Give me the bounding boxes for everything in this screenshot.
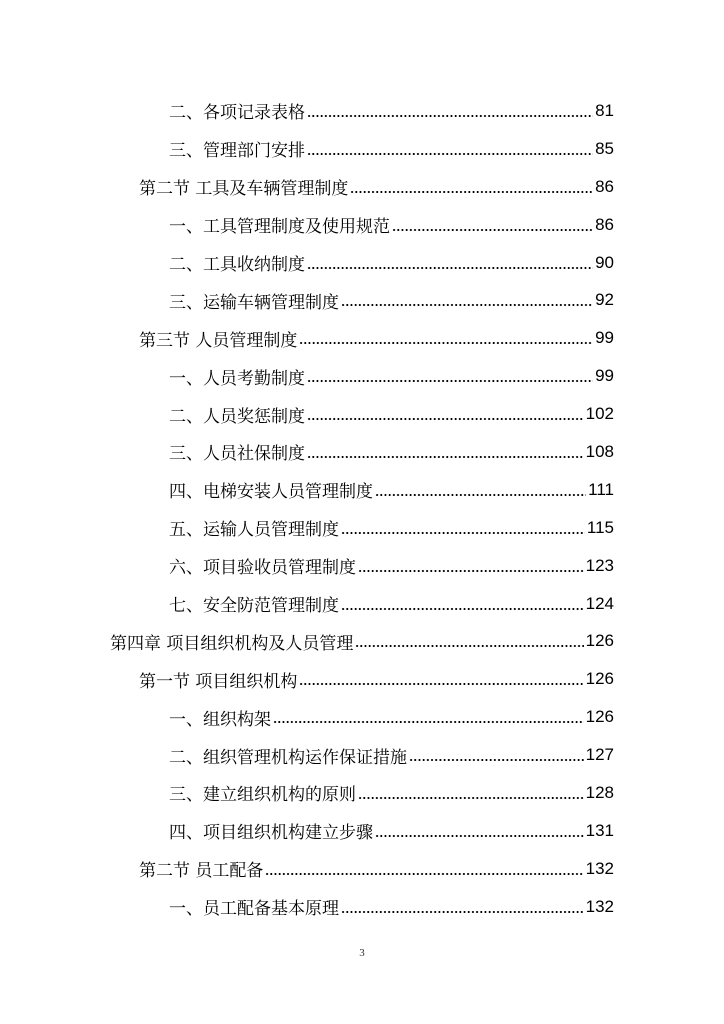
toc-entry[interactable] bbox=[0, 206, 724, 244]
toc-entry-page: 126 bbox=[585, 707, 614, 727]
toc-entry-title: 三、人员社保制度 bbox=[169, 444, 305, 465]
toc-entry-title: 二、各项记录表格 bbox=[169, 103, 305, 124]
toc-entry[interactable] bbox=[0, 471, 724, 509]
toc-entry[interactable] bbox=[0, 319, 724, 357]
toc-entry-title: 四、电梯安装人员管理制度 bbox=[169, 482, 373, 503]
toc-entry[interactable] bbox=[0, 433, 724, 471]
toc-entry-title: 三、建立组织机构的原则 bbox=[169, 785, 356, 806]
dot-leader bbox=[375, 834, 584, 838]
table-of-contents bbox=[0, 92, 724, 926]
toc-entry-title: 第三节 人员管理制度 bbox=[139, 330, 298, 351]
toc-entry-title: 五、运输人员管理制度 bbox=[169, 520, 339, 541]
toc-entry-page: 86 bbox=[595, 176, 614, 196]
toc-entry-title: 七、安全防范管理制度 bbox=[169, 596, 339, 617]
toc-entry[interactable] bbox=[0, 622, 724, 660]
toc-entry-title: 二、人员奖惩制度 bbox=[169, 406, 305, 427]
toc-entry-page: 115 bbox=[586, 517, 614, 537]
toc-entry-page: 99 bbox=[595, 328, 614, 348]
toc-entry-page: 99 bbox=[595, 366, 614, 386]
toc-entry-title: 三、运输车辆管理制度 bbox=[169, 292, 339, 313]
toc-entry-page: 131 bbox=[585, 820, 614, 840]
toc-entry[interactable] bbox=[0, 774, 724, 812]
toc-entry[interactable] bbox=[0, 547, 724, 585]
page-number: 3 bbox=[359, 947, 365, 959]
toc-entry[interactable] bbox=[0, 244, 724, 282]
toc-entry[interactable] bbox=[0, 698, 724, 736]
dot-leader bbox=[341, 531, 585, 535]
dot-leader bbox=[358, 569, 584, 573]
dot-leader bbox=[299, 682, 583, 686]
dot-leader bbox=[341, 303, 593, 307]
toc-entry-page: 92 bbox=[595, 290, 614, 310]
dot-leader bbox=[307, 417, 584, 421]
toc-entry-page: 132 bbox=[585, 896, 614, 916]
toc-entry-page: 123 bbox=[585, 555, 614, 575]
toc-entry[interactable] bbox=[0, 585, 724, 623]
dot-leader bbox=[375, 493, 586, 497]
dot-leader bbox=[299, 341, 593, 345]
toc-entry-title: 第二节 工具及车辆管理制度 bbox=[139, 179, 349, 200]
toc-entry[interactable] bbox=[0, 357, 724, 395]
toc-entry[interactable] bbox=[0, 281, 724, 319]
toc-entry-title: 六、项目验收员管理制度 bbox=[169, 558, 356, 579]
dot-leader bbox=[265, 872, 583, 876]
toc-entry-title: 二、组织管理机构运作保证措施 bbox=[169, 747, 407, 768]
toc-entry[interactable] bbox=[0, 395, 724, 433]
toc-entry-title: 四、项目组织机构建立步骤 bbox=[169, 823, 373, 844]
dot-leader bbox=[307, 455, 584, 459]
toc-entry-title: 二、工具收纳制度 bbox=[169, 255, 305, 275]
toc-entry[interactable] bbox=[0, 736, 724, 774]
toc-entry[interactable] bbox=[0, 850, 724, 888]
toc-entry-title: 三、管理部门安排 bbox=[169, 141, 305, 162]
toc-entry-page: 102 bbox=[585, 404, 614, 424]
toc-entry-title: 第四章 项目组织机构及人员管理 bbox=[110, 633, 354, 654]
dot-leader bbox=[358, 796, 584, 800]
toc-entry[interactable] bbox=[0, 812, 724, 850]
toc-entry[interactable] bbox=[0, 509, 724, 547]
toc-entry-title: 一、人员考勤制度 bbox=[169, 368, 305, 389]
toc-entry[interactable] bbox=[0, 168, 724, 206]
toc-entry-page: 90 bbox=[595, 252, 614, 272]
dot-leader bbox=[273, 720, 584, 724]
toc-entry[interactable] bbox=[0, 130, 724, 168]
dot-leader bbox=[341, 910, 584, 914]
toc-entry-title: 一、员工配备基本原理 bbox=[169, 899, 339, 920]
dot-leader bbox=[350, 190, 593, 194]
toc-entry-page: 126 bbox=[585, 669, 614, 689]
toc-entry[interactable] bbox=[0, 888, 724, 926]
toc-entry-title: 第二节 员工配备 bbox=[139, 861, 264, 882]
dot-leader bbox=[307, 379, 593, 383]
toc-entry-page: 132 bbox=[585, 858, 614, 878]
toc-entry-title: 第一节 项目组织机构 bbox=[139, 671, 298, 692]
toc-entry-title: 一、工具管理制度及使用规范 bbox=[169, 217, 390, 238]
dot-leader bbox=[409, 758, 584, 762]
dot-leader bbox=[307, 152, 593, 156]
toc-entry-page: 128 bbox=[585, 782, 614, 802]
toc-entry-title: 一、组织构架 bbox=[169, 709, 271, 730]
dot-leader bbox=[341, 607, 584, 611]
dot-leader bbox=[307, 114, 593, 118]
toc-entry[interactable] bbox=[0, 660, 724, 698]
dot-leader bbox=[355, 644, 583, 648]
toc-entry-page: 127 bbox=[585, 745, 614, 765]
toc-entry-page: 126 bbox=[585, 631, 614, 651]
toc-entry-page: 81 bbox=[595, 100, 614, 120]
toc-entry-page: 86 bbox=[595, 214, 614, 234]
dot-leader bbox=[307, 266, 593, 270]
dot-leader bbox=[392, 228, 593, 232]
toc-entry-page: 111 bbox=[588, 479, 614, 499]
toc-entry-page: 108 bbox=[585, 441, 614, 461]
toc-entry[interactable] bbox=[0, 92, 724, 130]
toc-entry-page: 124 bbox=[585, 593, 614, 613]
toc-entry-page: 85 bbox=[595, 138, 614, 158]
